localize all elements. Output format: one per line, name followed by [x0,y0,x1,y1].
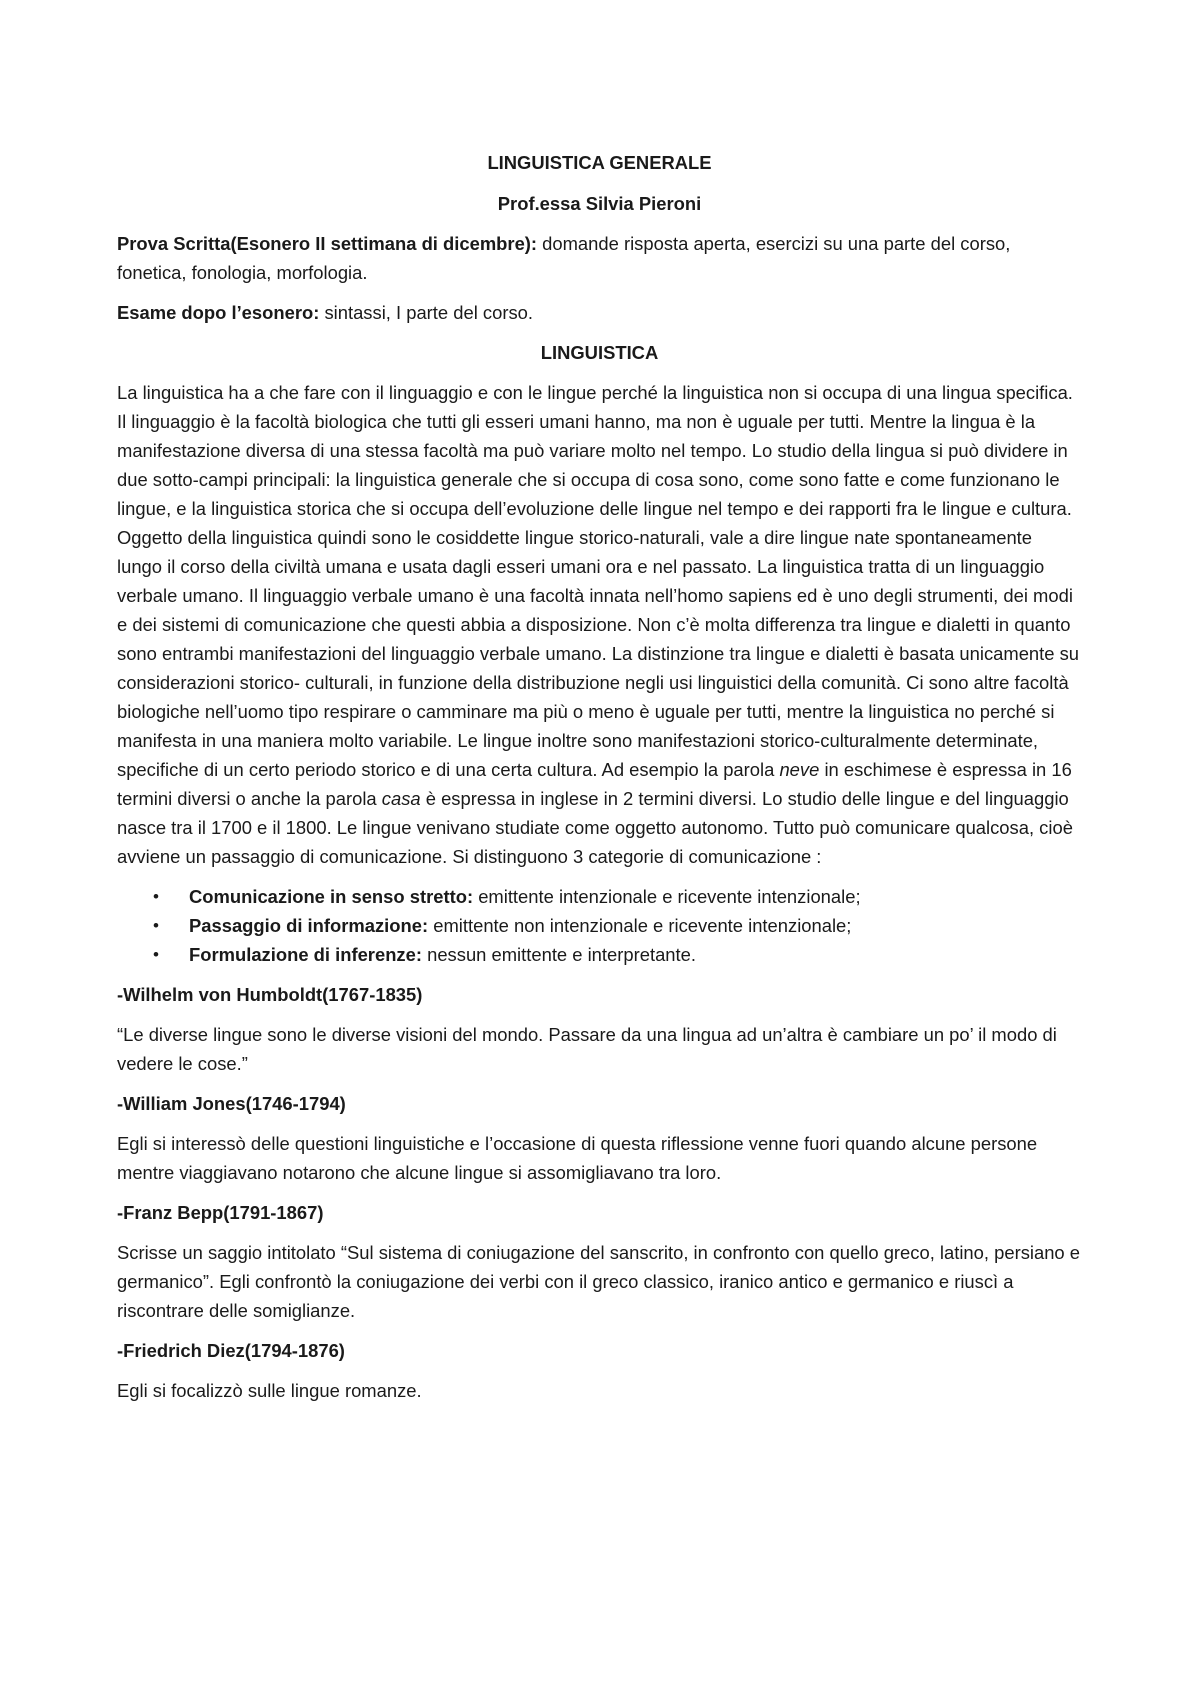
section-text-humboldt: “Le diverse lingue sono le diverse visioni del mondo. Passare da una lingua ad un’altra è cambiare un po’ il modo di vedere le cose.” [117,1024,1057,1074]
section-text-bepp: Scrisse un saggio intitolato “Sul sistema di coniugazione del sanscrito, in confronto con quello greco, latino, persiano e germanico”. Egli confrontò la coniugazione dei verbi con il greco classico, iranico antico e germanico e riuscì a riscontrare delle somiglianze. [117,1242,1080,1321]
after-exam-label: Esame dopo l’esonero: [117,302,320,323]
section-title: LINGUISTICA [540,342,659,363]
exam-info-label: Prova Scritta(Esonero II settimana di dicembre): [117,233,538,254]
professor-name: Prof.essa Silvia Pieroni [497,193,702,214]
section-heading-diez: -Friedrich Diez(1794-1876) [117,1340,345,1361]
bullet-icon: • [153,945,159,964]
after-exam-info [117,298,1082,327]
exam-info [117,229,1082,287]
section-text-jones: Egli si interessò delle questioni linguistiche e l’occasione di questa riflessione venne fuori quando alcune persone mentre viaggiavano notarono che alcune lingue si assomigliavano tra loro. [117,1133,1038,1183]
document-title: LINGUISTICA GENERALE [487,152,712,173]
list-item: • Comunicazione in senso stretto: emittente intenzionale e ricevente intenzionale; [117,882,1082,911]
italic-word-casa: casa [381,788,421,809]
list-item: • Passaggio di informazione: emittente non intenzionale e ricevente intenzionale; [117,911,1082,940]
bullet-icon: • [153,887,159,906]
bullet-icon: • [153,916,159,935]
list-item: • Formulazione di inferenze: nessun emittente e interpretante. [117,940,1082,969]
section-text-diez: Egli si focalizzò sulle lingue romanze. [117,1380,422,1401]
communication-categories-list [117,882,1082,969]
main-paragraph: La linguistica ha a che fare con il linguaggio e con le lingue perché la linguistica non si occupa di una lingua specifica. Il linguaggio è la facoltà biologica che tutti gli esseri umani hanno, ma non è uguale per tutti. Mentre la lingua è la manifestazione diversa di una stessa facoltà ma può variare molto nel tempo. Lo studio della lingua si può dividere in due sotto-campi principali: la linguistica generale che si occupa di cosa sono, come sono fatte e come funzionano le lingue, e la linguistica storica che si occupa dell’evoluzione delle lingue nel tempo e dei rapporti fra le lingue e cultura. Oggetto della linguistica quindi sono le cosiddette lingue storico-naturali, vale a dire lingue nate spontaneamente lungo il corso della civiltà umana e usata dagli esseri umani ora e nel passato. La linguistica tratta di un linguaggio verbale umano. Il linguaggio verbale umano è una facoltà innata nell’homo sapiens ed è uno degli strumenti, dei modi e dei sistemi di comunicazione che questi abbia a disposizione. Non c’è molta differenza tra lingue e dialetti in quanto sono entrambi manifestazioni del linguaggio verbale umano. La distinzione tra lingue e dialetti è basata unicamente su considerazioni storico- culturali, in funzione della distribuzione negli usi linguistici della comunità. Ci sono altre facoltà biologiche nell’uomo tipo respirare o camminare ma più o meno è uguale per tutti, mentre la linguistica no perché si manifesta in una maniera molto variabile. Le lingue inoltre sono manifestazioni storico-culturalmente determinate, specifiche di un certo periodo storico e di una certa cultura. Ad esempio la parola neve in eschimese è espressa in 16 termini diversi o anche la parola casa è espressa in inglese in 2 termini diversi. Lo studio delle lingue e del linguaggio nasce tra il 1700 e il 1800. Le lingue venivano studiate come oggetto autonomo. Tutto può comunicare qualcosa, cioè avviene un passaggio di comunicazione. Si distinguono 3 categorie di comunicazione : [117,382,1080,867]
after-exam-text: sintassi, I parte del corso. [319,302,533,323]
section-heading-bepp: -Franz Bepp(1791-1867) [117,1202,324,1223]
exam-info-text: domande risposta aperta, esercizi su una parte del corso, fonetica, fonologia, morfologia. [117,233,1011,283]
section-heading-humboldt: -Wilhelm von Humboldt(1767-1835) [117,984,423,1005]
italic-word-neve: neve [779,759,820,780]
section-heading-jones: -William Jones(1746-1794) [117,1093,346,1114]
